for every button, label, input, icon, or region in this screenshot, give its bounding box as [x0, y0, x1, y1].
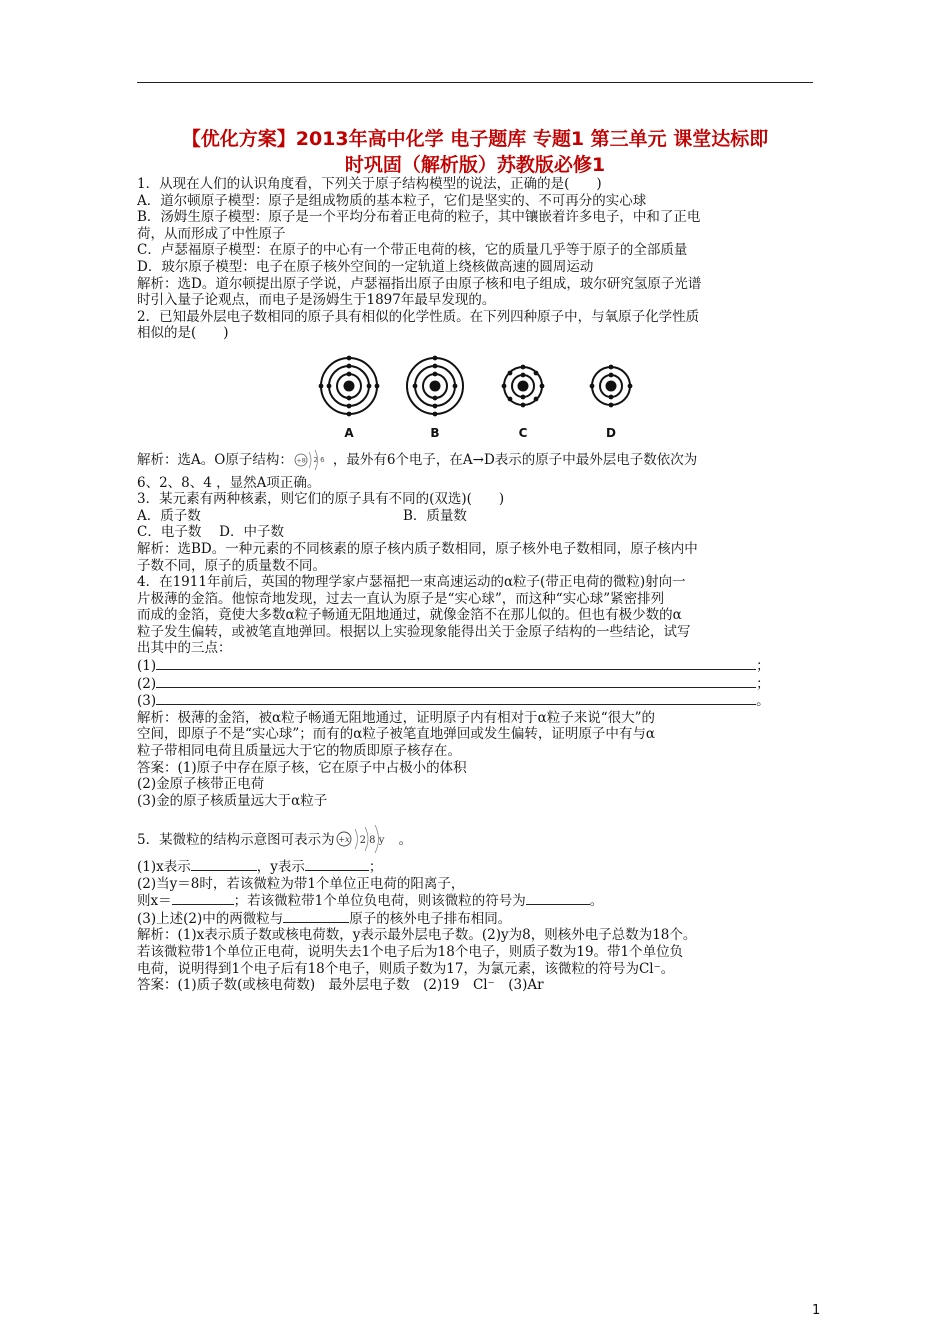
q5-blank-x-value[interactable] [172, 892, 234, 905]
q5-part1-x: (1)x表示 [137, 859, 191, 875]
q4-blank-1-label: (1) [137, 658, 157, 675]
q4-answer-line2: (2)金原子核带正电荷 [137, 776, 265, 793]
page-number: 1 [812, 1303, 821, 1318]
q4-answer-line-1[interactable] [156, 657, 756, 670]
q5-stem [137, 823, 817, 858]
q4-explanation-line1: 解析：极薄的金箔，被α粒子畅通无阻地通过，证明原子内有相对于α粒子来说“很大”的 [137, 709, 656, 726]
q3-option-a: A．质子数 [137, 507, 201, 524]
title-line-2: 时巩固（解析版）苏教版必修1 [344, 154, 606, 176]
atom-diagram-d [587, 354, 635, 441]
atom-label-a: A [344, 425, 354, 440]
q3-stem: 3．某元素有两种核素，则它们的原子具有不同的(双选)( ) [137, 491, 505, 508]
q5-part3-start: (3)上述(2)中的两微粒与 [137, 910, 284, 927]
q5-part1-end: ； [368, 859, 383, 875]
q2-stem-line2: 相似的是( ) [137, 325, 229, 342]
q4-blank-1-end: ； [756, 658, 770, 675]
q4-blank-3-end: 。 [756, 693, 770, 710]
q1-option-b-line2: 荷，从而形成了中性原子 [137, 225, 286, 242]
q4-explanation-line3: 粒子带相同电荷且质量远大于它的物质即原子核存在。 [137, 743, 461, 760]
oxygen-structure-icon [293, 446, 333, 475]
header-rule [137, 82, 813, 83]
oxygen-nucleus-label: +8 [296, 456, 306, 465]
q5-explanation-line3: 电荷，说明得到1个电子后有18个电子，则质子数为17，为氯元素，该微粒的符号为Cl⁻。 [137, 960, 675, 977]
q2-explanation-prefix: 解析：选A。O原子结构： [137, 451, 293, 468]
atom-diagram-b [403, 354, 467, 441]
atom-a-shells-icon [317, 354, 381, 418]
atom-diagram-a [317, 354, 381, 441]
q4-answer-line-2[interactable] [156, 675, 756, 688]
q4-answer-line3: (3)金的原子核质量远大于α粒子 [137, 792, 328, 809]
q5-part2-symbol: ；若该微粒带1个单位负电荷，则该微粒的符号为 [233, 893, 526, 910]
q4-stem-line2: 片极薄的金箔。他惊奇地发现，过去一直认为原子是“实心球”，而这种“实心球”紧密排列 [137, 590, 665, 607]
atom-c-shells-icon [499, 354, 547, 418]
q5-part2-line1: (2)当y＝8时，若该微粒为带1个单位正电荷的阳离子， [137, 875, 465, 892]
q4-stem-line3: 而成的金箔，竟使大多数α粒子畅通无阻地通过，就像金箔不在那儿似的。但也有极少数的α [137, 607, 682, 624]
q2-explanation-suffix: ，最外有6个电子，在A→D表示的原子中最外层电子数依次为 [332, 451, 698, 468]
q5-part2-end: 。 [589, 893, 604, 910]
q3-explanation-line1: 解析：选BD。一种元素的不同核素的原子核内质子数相同，原子核外电子数相同，原子核内中 [137, 540, 698, 557]
q5-blank-y[interactable] [305, 858, 369, 871]
q5-part3 [137, 910, 817, 928]
q5-blank-atom[interactable] [283, 910, 349, 923]
q5-blank-x[interactable] [191, 858, 257, 871]
q3-options-cd: C．电子数 D．中子数 [137, 524, 284, 541]
q5-explanation-line2: 若该微粒带1个单位正电荷，说明失去1个电子后为18个电子，则质子数为19。带1个单位负 [137, 943, 684, 960]
q4-stem-line5: 出其中的三点： [137, 640, 232, 657]
atom-d-shells-icon [587, 354, 635, 418]
q5-blank-symbol[interactable] [526, 892, 590, 905]
particle-nucleus-label: +x [337, 835, 350, 845]
atom-label-c: C [518, 425, 528, 440]
q5-answer: 答案：(1)质子数(或核电荷数) 最外层电子数 (2)19 Cl⁻ (3)Ar [137, 977, 544, 994]
q5-part2-x: 则x＝ [137, 893, 172, 910]
atom-label-b: B [430, 425, 440, 440]
q5-explanation-line1: 解析：(1)x表示质子数或核电荷数，y表示最外层电子数。(2)y为8，则核外电子总数为18个。 [137, 927, 697, 944]
q2-explanation-line1 [137, 446, 817, 475]
q1-option-b-line1: B．汤姆生原子模型：原子是一个平均分布着正电荷的粒子，其中镶嵌着许多电子，中和了正电 [137, 209, 701, 226]
q4-blank-2-label: (2) [137, 675, 157, 692]
q4-blank-2-end: ； [756, 675, 770, 692]
q4-blank-1 [137, 657, 817, 675]
q3-option-b: B．质量数 [403, 507, 467, 524]
q1-explanation-line2: 时引入量子论观点，而电子是汤姆生于1897年最早发现的。 [137, 292, 496, 309]
q4-explanation-line2: 空间，即原子不是“实心球”；而有的α粒子被笔直地弹回或发生偏转，证明原子中有与α [137, 726, 656, 743]
q2-stem-line1: 2．已知最外层电子数相同的原子具有相似的化学性质。在下列四种原子中，与氧原子化学性质 [137, 308, 700, 325]
q4-stem-line1: 4．在1911年前后，英国的物理学家卢瑟福把一束高速运动的α粒子(带正电荷的微粒)射向一 [137, 574, 686, 591]
particle-shell-label: 2 8 y [359, 835, 384, 847]
atom-diagram-c [499, 354, 547, 441]
q4-answer-line1: 答案：(1)原子中存在原子核，它在原子中占极小的体积 [137, 759, 467, 776]
q5-part1-y: ，y表示 [256, 859, 305, 875]
q4-stem-line4: 粒子发生偏转，或被笔直地弹回。根据以上实验现象能得出关于金原子结构的一些结论，试写 [137, 623, 691, 640]
q5-stem-end: 。 [398, 832, 413, 849]
atom-diagrams [137, 342, 817, 440]
q1-explanation-line1: 解析：选D。道尔顿提出原子学说，卢瑟福指出原子由原子核和电子组成，玻尔研究氢原子光谱 [137, 275, 702, 292]
q4-blank-3-label: (3) [137, 693, 157, 710]
particle-structure-icon [335, 823, 399, 858]
q5-part2-line2 [137, 892, 817, 910]
q4-blank-2 [137, 675, 817, 693]
oxygen-shell-label: 2 6 [313, 455, 325, 464]
q1-option-d: D．玻尔原子模型：电子在原子核外空间的一定轨道上绕核做高速的圆周运动 [137, 258, 594, 275]
q4-blank-3 [137, 692, 817, 710]
q2-explanation-line2: 6、2、8、4 ，显然A项正确。 [137, 474, 321, 491]
q5-part3-end: 原子的核外电子排布相同。 [349, 910, 512, 927]
page-title [137, 126, 813, 178]
title-line-1: 【优化方案】2013年高中化学 电子题库 专题1 第三单元 课堂达标即 [181, 128, 769, 150]
q3-explanation-line2: 子数不同，原子的质量数不同。 [137, 557, 326, 574]
q3-options-ab [137, 508, 817, 525]
q1-option-c: C．卢瑟福原子模型：在原子的中心有一个带正电荷的核，它的质量几乎等于原子的全部质量 [137, 242, 688, 259]
q5-stem-text: 5．某微粒的结构示意图可表示为 [137, 832, 335, 849]
atom-b-shells-icon [403, 354, 467, 418]
q4-answer-line-3[interactable] [156, 692, 756, 705]
q5-part1 [137, 858, 817, 876]
atom-label-d: D [606, 425, 616, 440]
document-body [137, 176, 817, 994]
q1-option-a: A．道尔顿原子模型：原子是组成物质的基本粒子，它们是坚实的、不可再分的实心球 [137, 192, 647, 209]
q1-stem: 1．从现在人们的认识角度看，下列关于原子结构模型的说法，正确的是( ) [137, 176, 602, 192]
